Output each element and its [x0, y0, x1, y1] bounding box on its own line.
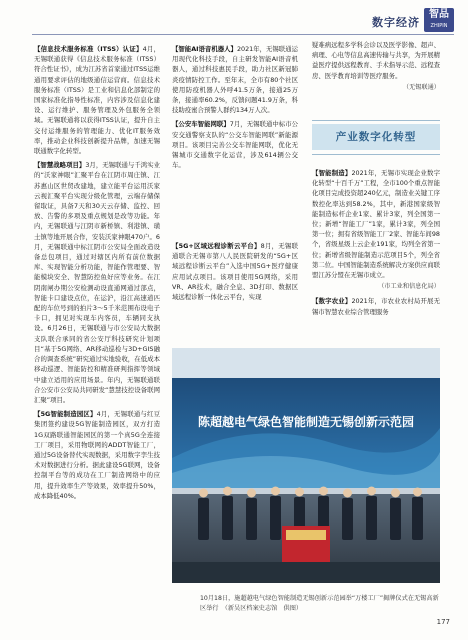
source-note: （无锡联通）	[402, 83, 440, 91]
page-number: 177	[436, 618, 450, 626]
article-remote-diagnosis: 【5G+区域远程诊断云平台】8月，无锡联通联合无锡市第八人民医院研发的“5G+区域远程诊断云平台”入选中国5G+医疗健康应用试点项目。该项目使用5G网络，采用VR、AR技术，融合全息、3D打印、数据区域远程诊断一体化云平台，实现	[172, 242, 298, 302]
logo-icon: 智品 ZHIPIN	[424, 8, 454, 32]
photo-illustration	[172, 348, 440, 583]
article-bus-network: 【公安车智能网联】7月，无锡联通中标市公安交通警察支队的“公交车智能网联”新能源项目。该项目完善公交车智能网联，优化无锡城市交通数字化运营，涉及614辆公交车。	[172, 120, 298, 170]
article-ai-robot: 【智能AI语音机器人】2021年，无锡联通运用现代化科技手段，自主研发智能AI语音机器人，通过科技惠民手段，助力社区新冠肺炎疫情防控工作。至年末，全市有80个社区使用防疫机器人外呼41.5万条，接通25万条，接通率60.2%，反馈问题41.9万条，科技助疫蜜合预警人群约134万人次。	[172, 45, 298, 115]
column-middle	[172, 40, 298, 235]
photo-caption: 10月18日，施超越电气绿色智能制造无锡创新示范园举“万楼工厂”揭牌仪式在无锡高新区举行 （新吴区档案史志馆 供图）	[200, 595, 439, 612]
column-middle-lower	[172, 237, 298, 345]
article-smart-strategy: 【智慧战略项目】3月，无锡联通与千鸿实业的“沃家神眼”汇聚平台在江阴市周庄镇、江苏惠山区世贸改建地，建立能平台运用沃家云视汇聚平台实现分级化管理，云端存储保留取证，具备7天和30天云存储、监控、回放、告警的多项及重点规划是改等功能。年内，无锡联通与江阴市新桥镇、利港镇、璜土镇等地开展合作，安装沃家神眼470户。6月，无锡联通中标江阴市公安局全面改造设备总包项目，通过对辖区内所有前位数据库、实现智能分析功能，智能作管理要、智能模块安全、智慧防控鱼好应等业务。在江阴南闸办期公安检测动设直通网通过部点，智能卡口建设点位，在运沪，沿江高速道匹配的车位号到的拍片3～5千米范围布设电子卡口，拥见对实现车内客员，车辆同支执设。6月26日，无锡联通与市公安局大数据支队联合承同的省公安厅科技研究计划项目“基于5G网络、AR移动巡检与3D+GIS融合的调查系统”研究通过实地验收，在低成本移动巡逻、智能防控和精准研判指挥等领域中建立适用的应用场景。年内，无锡联通联合公安市公安局共同研发“慧慧技控设备联网汇聚”项目。	[34, 161, 160, 404]
article-5g-park: 【5G智能制造园区】4月，无锡联通与红豆集团签约建设5G智能制造园区，双方打造1G双路联通智能园区的第一个真5G全连接工厂项目，采用物联网的ADDT智能工厂，通过5G设备替代实现数据，采用数字孪生技术对数据进行分析。据此建设5G联网，设备控制平台等的成功在工厂制造网络中的应用，提升效率生产等效果，效率提升50%，成本降低40%。	[34, 410, 160, 500]
banner-rule-top	[312, 120, 440, 121]
article-itss: 【信息技术服务标准（ITSS）认证】4月，无锡联通获得《信息技术服务标准（ITSS）符合性证书》，成为江苏省首家通过ITSS运维通用要求评估的地级通信运营商。信息技术服务标准（ITSS）是工业和信息化部制定的国家标准化指导性标准，内容涉及信息化建设、运行维护、服务管理及外包服务全领域。无锡联通将以获得ITSS认证，提升自主交付运维服务的管理能力、优化IT服务效率，推动企业科技创新提升品牌，加速无锡联通数字化转型。	[34, 45, 160, 156]
factory-ceremony-photo	[172, 348, 440, 583]
section-banner: 产业数字化转型	[312, 124, 440, 150]
column-left	[34, 40, 160, 594]
banner-rule-bottom	[312, 154, 440, 155]
photo-banner-text: 陈超越电气绿色智能制造无锡创新示范园	[197, 415, 415, 429]
article-remote-diagnosis-cont: 疑难病远程多学科会诊以及医学影像、超声、病理、心电等信息高速传输与共享，为开展精益医疗提供远程教育、手术指导示范、远程查房、医学教育培训等医疗服务。	[312, 41, 440, 80]
section-title: 数字经济	[372, 16, 420, 29]
article-smart-manufacturing: 【智能制造】2021年，无锡市实现企业数字化转型“十百千万”工程，全市100个重点智能化项目完成投资超240亿元，制造业关键工序数控化率达到58.2%，其中，新港国家级智能制造标杆企业1家、累计3家，列全国第一位；新增“智能工厂”1家，累计3家，列全国第一位；拥有省级智能工厂2家、智能车间98个，省级星级上云企业191家，均列全省第一位；新增省级智能制造示范项目5个，列全省第二位。中国智能制造系统解决方案供应商联盟江苏分盟在无锡市成立。	[312, 169, 440, 280]
column-right-top	[312, 40, 440, 108]
article-digital-agriculture: 【数字农业】2021年，市农业农村局开展无锡市智慧农业综合管理服务	[312, 297, 440, 316]
header-rule	[32, 34, 454, 35]
source-note-industry: （市工业和信息化局）	[378, 283, 440, 291]
column-right-lower	[312, 168, 440, 345]
